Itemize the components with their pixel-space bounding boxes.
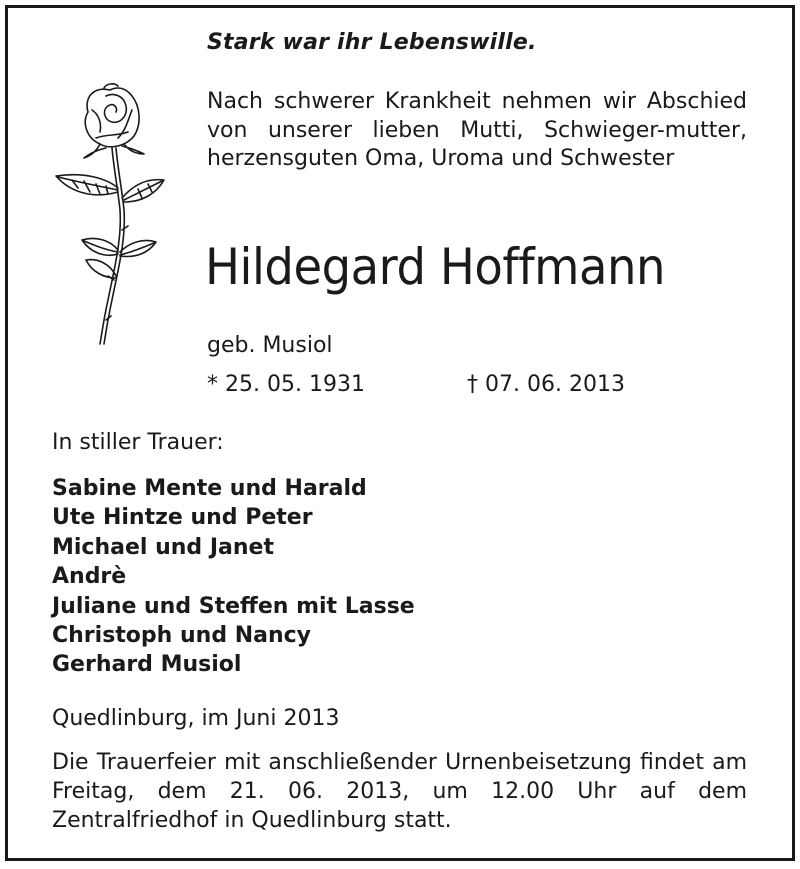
intro-text: Nach schwerer Krankheit nehmen wir Abschied von unserer lieben Mutti, Schwieger-mutter, herzensguten Oma, Uroma und Schwester [207, 89, 747, 171]
birth-name: geb. Musiol [207, 333, 333, 358]
birth-date: * 25. 05. 1931 [207, 372, 365, 397]
place-date: Quedlinburg, im Juni 2013 [52, 706, 340, 731]
list-item: Andrè [52, 564, 127, 590]
list-item: Sabine Mente und Harald [52, 476, 367, 501]
list-item: Ute Hintze und Peter [52, 505, 313, 531]
list-item: Christoph und Nancy [52, 623, 312, 649]
list-item: Gerhard Musiol [52, 652, 242, 678]
death-date: † 07. 06. 2013 [467, 372, 625, 397]
list-item: Michael und Janet [52, 534, 274, 560]
motto: Stark war ihr Lebenswille. [207, 30, 537, 55]
rose-icon [48, 80, 168, 350]
list-item: Juliane und Steffen mit Lasse [52, 593, 415, 619]
mourning-label: In stiller Trauer: [52, 430, 224, 455]
deceased-name: Hildegard Hoffmann [205, 238, 666, 296]
funeral-notice: Die Trauerfeier mit anschließender Urnenbeisetzung findet am Freitag, dem 21. 06. 2013, um 12.00 Uhr auf dem Zentralfriedhof in Quedlinburg statt. [52, 750, 747, 833]
mourners-list [52, 474, 415, 680]
